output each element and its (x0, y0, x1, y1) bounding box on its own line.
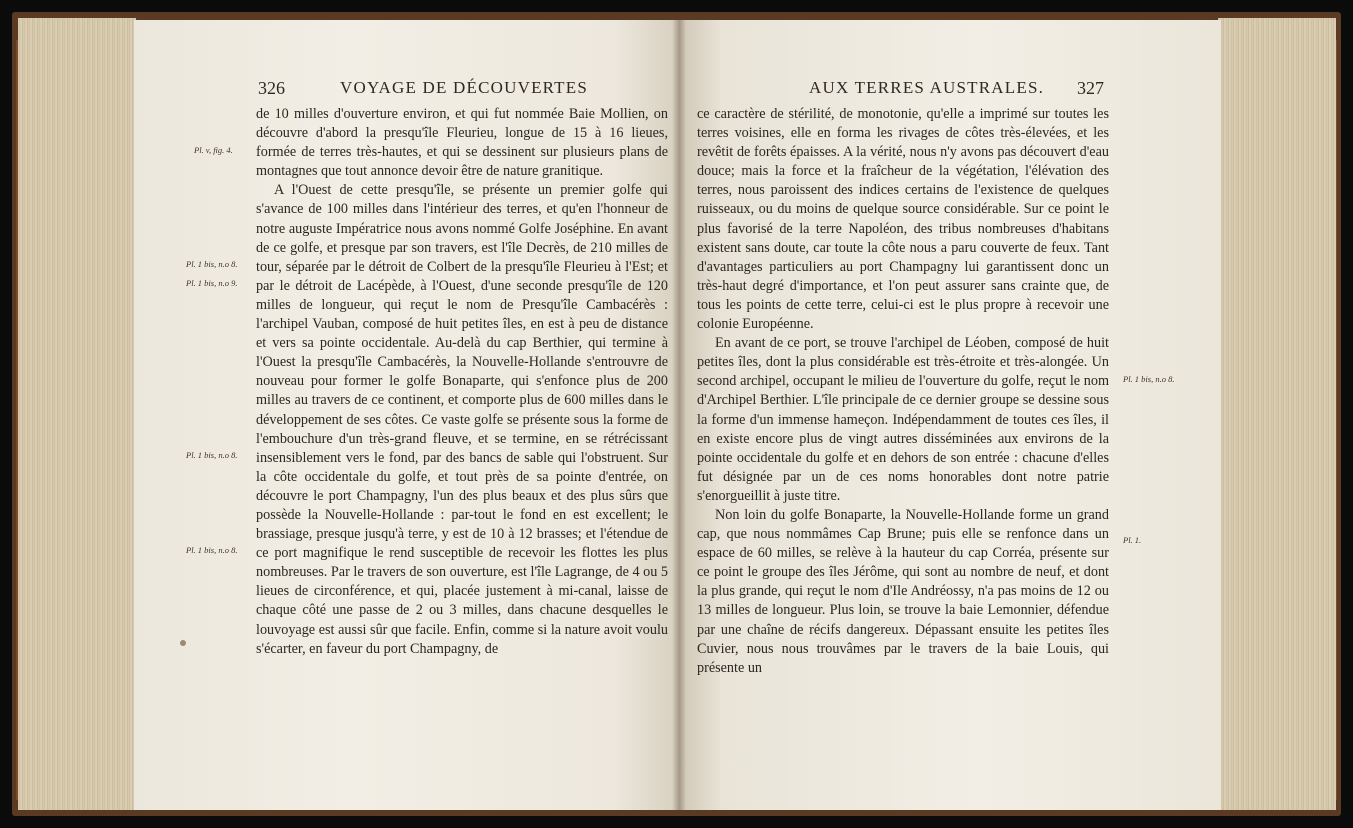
left-body-text (256, 105, 668, 659)
paragraph: Non loin du golfe Bonaparte, la Nouvelle-Hollande forme un grand cap, que nous nommâmes Cap Brune; puis elle se renfonce dans un espace de 60 milles, se relève à la hauteur du cap Corréa, présente sur ce point le groupe des îles Jérôme, qui sont au nombre de neuf, et dont la plus grande, qui reçut le nom d'Ile Andréossy, n'a pas moins de 12 ou 13 milles de longueur. Plus loin, se trouve la baie Lemonnier, défendue par une chaîne de récifs dangereux. Dépassant ensuite les petites îles Cuvier, nous nous trouvâmes par le travers de la baie Louis, qui présente un (697, 506, 1109, 676)
running-head: VOYAGE DE DÉCOUVERTES (340, 78, 589, 97)
page-number: 327 (1077, 78, 1104, 98)
right-page (679, 20, 1221, 810)
paper-spot (180, 640, 186, 646)
paragraph: A l'Ouest de cette presqu'île, se présente un premier golfe qui s'avance de 100 milles dans l'intérieur des terres, et qu'en l'honneur de notre auguste Impératrice nous avons nommé Golfe Joséphine. En avant de ce golfe, et presque par son travers, est l'île Decrès, de 210 milles de tour, séparée par le détroit de Colbert de la presqu'île Fleurieu à l'Est; et par le détroit de Lacépède, à l'Ouest, d'une seconde presqu'île de 120 milles de longueur, qui reçut le nom de Presqu'île Cambacérès : l'archipel Vauban, composé de huit petites îles, en est à peu de distance et vers sa pointe occidentale. Au-delà du cap Berthier, qui termine à l'Ouest la presqu'île Cambacérès, la Nouvelle-Hollande s'entrouvre de nouveau pour former le golfe Bonaparte, qui s'enfonce plus de 200 milles au travers de ce continent, et comporte plus de 600 milles dans le développement de ses côtes. Ce vaste golfe se présente sous la forme de l'embouchure d'un très-grand fleuve, et se termine, en se rétrécissant insensiblement vers le fond, par des bancs de sable qui l'obstruent. Sur la côte occidentale du golfe, et tout près de sa pointe d'entrée, on découvre le port Champagny, l'un des plus beaux et des plus sûrs que possède la Nouvelle-Hollande : par-tout le fond en est excellent; le brassiage, presque jusqu'à terre, y est de 10 à 12 brasses; et l'étendue de ce port magnifique le rend susceptible de recevoir les flottes les plus nombreuses. Par le travers de son ouverture, est l'île Lagrange, de 4 ou 5 lieues de circonférence, et qui, placée justement à mi-canal, laisse de chaque côté une passe de 2 ou 3 milles, dans chacune desquelles le louvoyage est aussi sûr que facile. Enfin, comme si la nature avoit voulu s'écarter, en faveur du port Champagny, de (256, 182, 668, 657)
margin-note: Pl. 1 bis, n.o 9. (186, 278, 238, 288)
paragraph: de 10 milles d'ouverture environ, et qui fut nommée Baie Mollien, on découvre d'abord la presqu'île Fleurieu, longue de 15 à 16 lieues, formée de terres très-hautes, et qui se dessinent sur plusieurs plans de montagnes que tout annonce devoir être de nature granitique. (256, 106, 668, 180)
paragraph: ce caractère de stérilité, de monotonie, qu'elle a imprimé sur toutes les terres voisines, elle en forma les rivages de côtes très-élevées, et les revêtit de forêts épaisses. A la vérité, nous n'y avons pas découvert d'eau douce; mais la force et la fraîcheur de la végétation, l'élévation des terres, nous paroissent des indices certains de l'existence de quelques ruisseaux, ou du moins de quelque source considérable. Sur ce point le plus favorisé de la terre Napoléon, des tribus nombreuses d'habitans existent sans doute, car toute la côte nous a paru couverte de feux. Tant d'avantages particuliers au port Champagny lui garantissent donc un très-haut degré d'importance, et l'on peut assurer sans crainte que, de tous les points de cette terre, celui-ci est le plus propre à recevoir une colonie Européenne. (697, 106, 1109, 333)
margin-note: Pl. 1 bis, n.o 8. (186, 259, 238, 269)
book-gutter (672, 20, 686, 810)
paragraph: En avant de ce port, se trouve l'archipel de Léoben, composé de huit petites îles, dont la plus considérable est très-étroite et très-alongée. Un second archipel, occupant le milieu de l'ouverture du golfe, reçut le nom d'Archipel Berthier. L'île principale de ce dernier groupe se dessine sous la forme d'un immense hameçon. Indépendamment de toutes ces îles, il en existe encore plus de vingt autres disséminées aux environs de la pointe occidentale du golfe et en dehors de son entrée : chacune d'elles fut désignée par un de ces noms honorables dont notre patrie s'enorgueillit à juste titre. (697, 335, 1109, 504)
page-number: 326 (258, 78, 285, 98)
left-page (134, 20, 679, 810)
margin-note: Pl. v, fig. 4. (194, 145, 233, 155)
page-edges-right (1218, 18, 1336, 810)
running-head: AUX TERRES AUSTRALES. (809, 78, 1045, 97)
margin-note: Pl. 1 bis, n.o 8. (186, 545, 238, 555)
right-body-text (697, 105, 1109, 678)
margin-note: Pl. 1 bis, n.o 8. (1123, 374, 1175, 384)
margin-note: Pl. 1. (1123, 535, 1142, 545)
page-edges-left (18, 18, 136, 810)
margin-note: Pl. 1 bis, n.o 8. (186, 450, 238, 460)
